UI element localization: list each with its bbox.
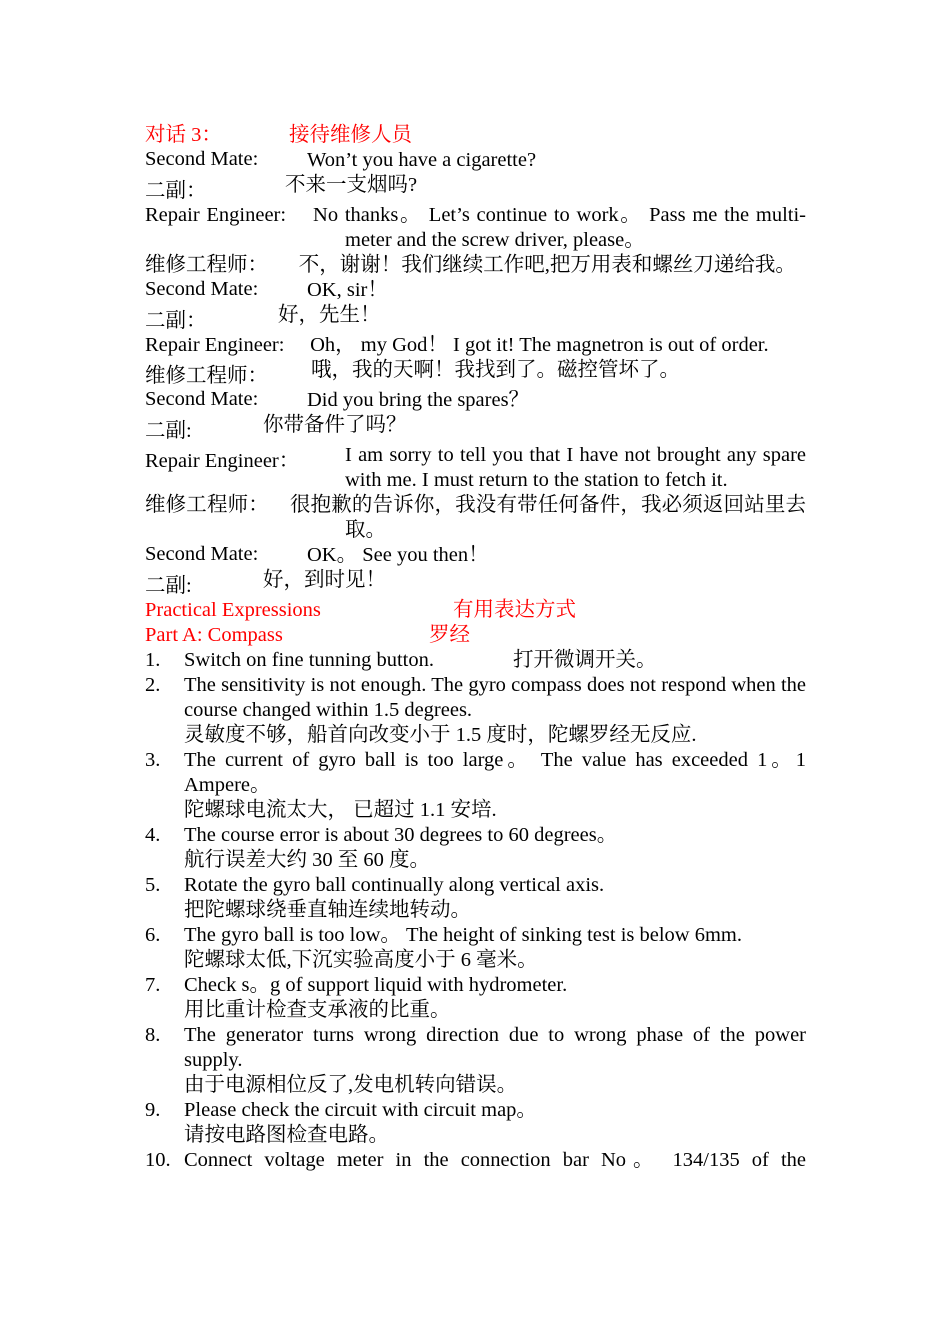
item-english: The course error is about 30 degrees to 60 degrees。	[184, 824, 618, 846]
item-chinese: 打开微调开关。	[513, 649, 657, 671]
dialogue-line	[145, 388, 806, 413]
section-heading-en: Practical Expressions	[145, 599, 321, 621]
item-chinese: 灵敏度不够，船首向改变小于 1.5 度时，陀螺罗经无反应.	[184, 724, 697, 746]
item-chinese: 陀螺球太低,下沉实验高度小于 6 毫米。	[184, 949, 538, 971]
dialogue-line	[145, 443, 806, 493]
part-heading-cn: 罗经	[429, 624, 470, 646]
section-heading-cn: 有用表达方式	[453, 599, 576, 621]
item-chinese: 把陀螺球绕垂直轴连续地转动。	[184, 899, 471, 921]
item-english: Connect voltage meter in the connection bar No。 134/135 of the	[184, 1149, 806, 1171]
expression-item	[145, 873, 806, 923]
expression-item	[145, 648, 806, 673]
speaker-label: Second Mate:	[145, 278, 259, 300]
document-page	[145, 123, 806, 1173]
item-number: 7.	[145, 974, 161, 996]
expression-item	[145, 973, 806, 1023]
item-english: Check s。g of support liquid with hydrometer.	[184, 974, 568, 996]
item-number: 4.	[145, 824, 161, 846]
speaker-label: 维修工程师：	[145, 365, 268, 387]
speaker-label: Second Mate:	[145, 543, 259, 565]
part-heading	[145, 623, 806, 648]
speaker-label: Repair Engineer:	[145, 334, 285, 356]
speaker-label: 二副：	[145, 180, 207, 202]
dialogue-text: OK。 See you then！	[307, 544, 489, 566]
dialogue-text: Did you bring the spares？	[307, 389, 530, 411]
dialogue-title-label: 对话 3：	[145, 124, 222, 146]
item-english: Please check the circuit with circuit map。	[184, 1099, 537, 1121]
item-english: The sensitivity is not enough. The gyro compass does not respond when the course changed within 1.5 degrees.	[184, 674, 806, 721]
dialogue-text: Won’t you have a cigarette?	[307, 149, 537, 171]
dialogue-text: 好，先生！	[278, 304, 381, 326]
dialogue-line	[145, 358, 806, 388]
dialogue-line	[145, 253, 806, 278]
dialogue-line	[145, 148, 806, 173]
speaker-label: 维修工程师：	[145, 254, 268, 276]
item-number: 3.	[145, 749, 161, 771]
item-english: The current of gyro ball is too large。 The value has exceeded 1。1 Ampere。	[184, 749, 806, 796]
dialogue-text: 哦，我的天啊！我找到了。磁控管坏了。	[311, 359, 680, 381]
item-chinese: 请按电路图检查电路。	[184, 1124, 389, 1146]
dialogue-line	[145, 203, 806, 253]
dialogue-text: 你带备件了吗？	[263, 414, 407, 436]
dialogue-line	[145, 303, 806, 333]
item-number: 6.	[145, 924, 161, 946]
expression-item	[145, 923, 806, 973]
speaker-label: Repair Engineer：	[145, 450, 300, 472]
item-number: 10.	[145, 1149, 171, 1171]
item-chinese: 由于电源相位反了,发电机转向错误。	[184, 1074, 518, 1096]
speaker-label: Second Mate:	[145, 388, 259, 410]
dialogue-line	[145, 568, 806, 598]
item-english: The gyro ball is too low。 The height of sinking test is below 6mm.	[184, 924, 742, 946]
expression-item	[145, 1098, 806, 1148]
speaker-label: 维修工程师：	[145, 494, 269, 516]
item-number: 1.	[145, 649, 161, 671]
item-number: 8.	[145, 1024, 161, 1046]
speaker-label: Repair Engineer:	[145, 204, 287, 226]
expression-item	[145, 1148, 806, 1173]
speaker-label: 二副:	[145, 420, 192, 442]
dialogue-line	[145, 333, 806, 358]
dialogue-text: Oh， my God！ I got it! The magnetron is out of order.	[310, 334, 769, 356]
item-english: The generator turns wrong direction due to wrong phase of the power supply.	[184, 1024, 806, 1071]
item-english: Rotate the gyro ball continually along vertical axis.	[184, 874, 605, 896]
dialogue-line	[145, 278, 806, 303]
item-number: 2.	[145, 674, 161, 696]
dialogue-line	[145, 413, 806, 443]
section-heading	[145, 598, 806, 623]
expression-item	[145, 823, 806, 873]
item-number: 9.	[145, 1099, 161, 1121]
dialogue-text: No thanks。 Let’s continue to work。 Pass me the multi-meter and the screw driver, please。	[313, 204, 806, 251]
dialogue-text: 不，谢谢！我们继续工作吧,把万用表和螺丝刀递给我。	[298, 254, 796, 276]
item-chinese: 用比重计检查支承液的比重。	[184, 999, 451, 1021]
item-english: Switch on fine tunning button.	[184, 649, 434, 671]
part-heading-en: Part A: Compass	[145, 624, 283, 646]
dialogue-title	[145, 123, 806, 148]
expression-item	[145, 748, 806, 823]
expression-item	[145, 1023, 806, 1098]
dialogue-text: OK, sir！	[307, 279, 388, 301]
item-chinese: 航行误差大约 30 至 60 度。	[184, 849, 430, 871]
speaker-label: 二副：	[145, 310, 207, 332]
dialogue-line	[145, 493, 806, 543]
item-chinese: 陀螺球电流太大， 已超过 1.1 安培.	[184, 799, 497, 821]
dialogue-title-text: 接待维修人员	[289, 124, 412, 146]
dialogue-text: 好，到时见！	[263, 569, 386, 591]
item-number: 5.	[145, 874, 161, 896]
dialogue-text: I am sorry to tell you that I have not brought any spare with me. I must return to the station to fetch it.	[345, 444, 806, 491]
dialogue-line	[145, 173, 806, 203]
speaker-label: 二副:	[145, 575, 192, 597]
dialogue-text: 不来一支烟吗?	[285, 174, 418, 196]
dialogue-text: 很抱歉的告诉你，我没有带任何备件，我必须返回站里去取。	[289, 494, 807, 541]
speaker-label: Second Mate:	[145, 148, 259, 170]
dialogue-line	[145, 543, 806, 568]
expression-item	[145, 673, 806, 748]
